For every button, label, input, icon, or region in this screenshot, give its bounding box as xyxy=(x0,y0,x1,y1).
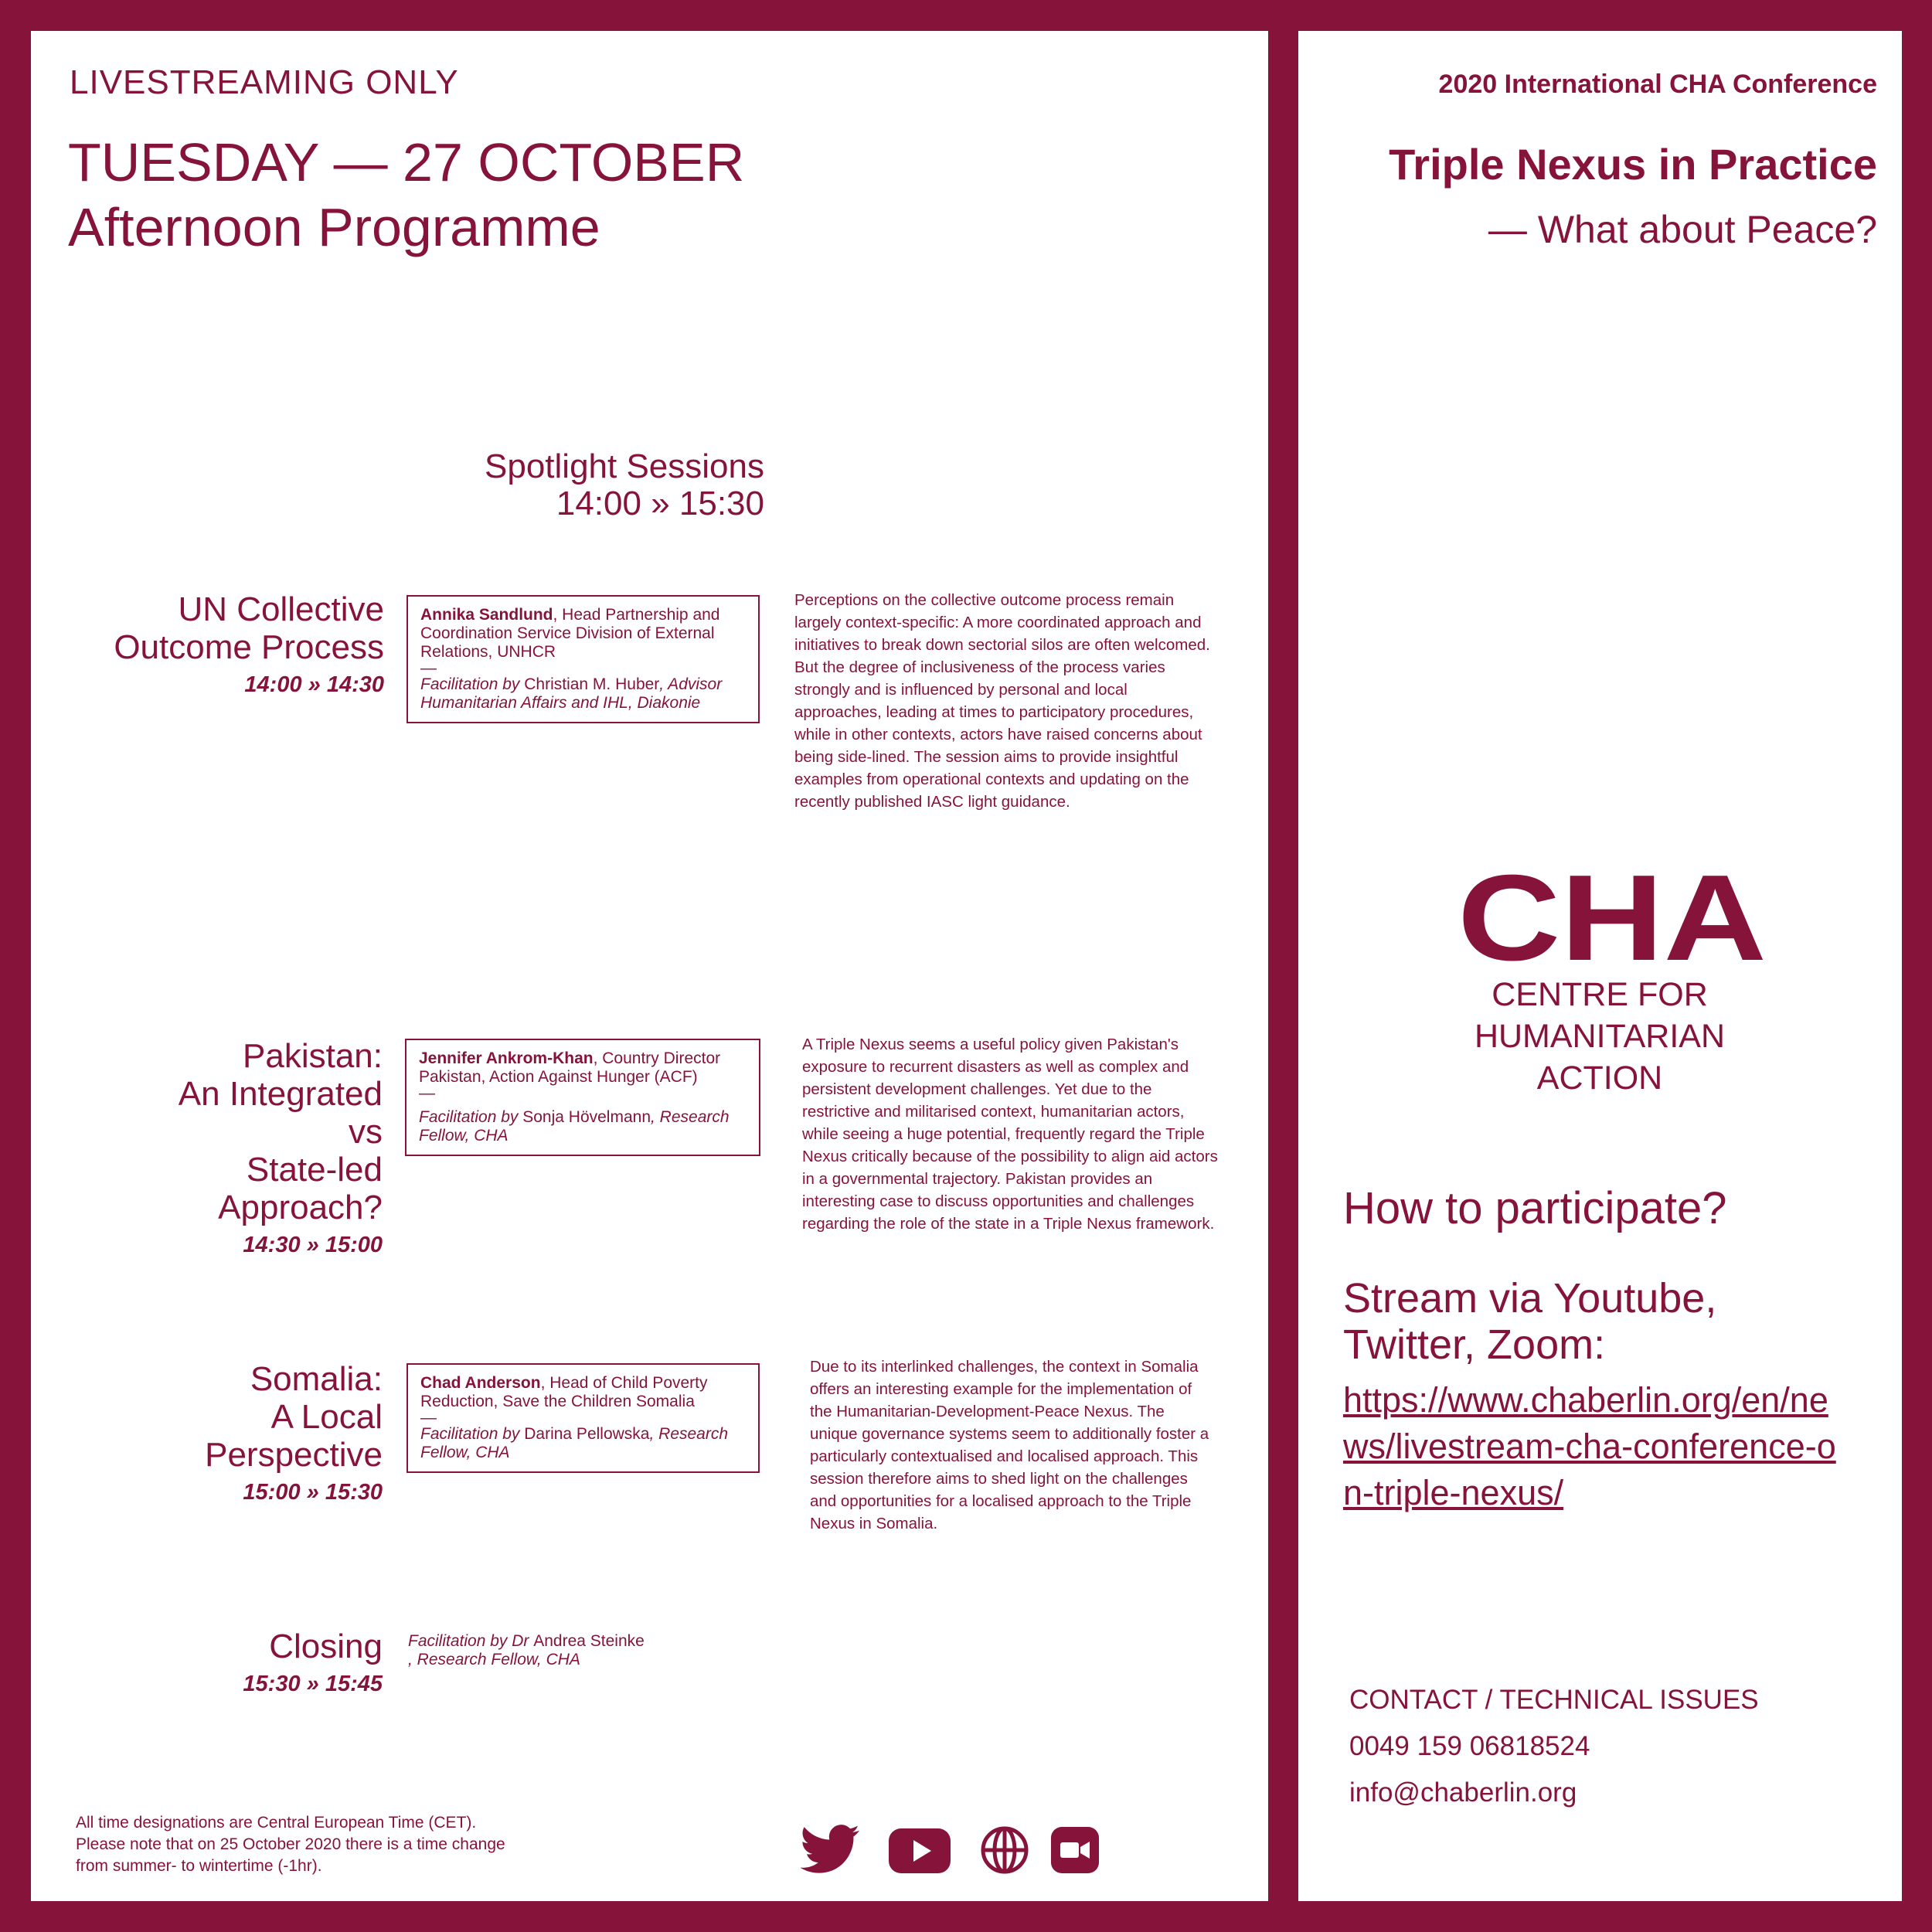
stream-line: Stream via Youtube, xyxy=(1343,1275,1717,1321)
closing-facilitation xyxy=(408,1632,645,1669)
facilitator-role: , Research Fellow, CHA xyxy=(419,1108,730,1145)
facilitator-role: , Research Fellow, CHA xyxy=(408,1651,580,1668)
facilitator-role: , Advisor Humanitarian Affairs and IHL, Diakonie xyxy=(420,675,723,712)
video-camera-icon[interactable] xyxy=(1049,1822,1100,1878)
programme-title: Afternoon Programme xyxy=(68,197,600,257)
org-line: ACTION xyxy=(1536,1060,1663,1097)
contact-phone[interactable]: 0049 159 06818524 xyxy=(1349,1731,1590,1761)
facilitator-name: Sonja Hövelmann xyxy=(522,1108,651,1126)
conference-subtitle: — What about Peace? xyxy=(1488,208,1877,251)
time-footnote xyxy=(76,1812,505,1877)
facilitation-label: Facilitation by xyxy=(419,1108,523,1126)
conference-theme: Triple Nexus in Practice xyxy=(1389,140,1877,189)
youtube-icon[interactable] xyxy=(887,1822,952,1878)
session-title-line: A Local xyxy=(270,1398,383,1436)
divider: — xyxy=(420,659,437,677)
divider: — xyxy=(419,1084,435,1102)
livestream-label: LIVESTREAMING ONLY xyxy=(70,63,459,101)
session-title-line: An Integrated xyxy=(178,1075,383,1113)
spotlight-title: Spotlight Sessions xyxy=(485,447,764,485)
speaker-role: , Head of Child Poverty Reduction, Save the Children Somalia xyxy=(420,1374,708,1410)
programme-panel xyxy=(31,31,1268,1901)
session-description: Perceptions on the collective outcome process remain largely context-specific: A more coordinated approach and initiatives to break down sectorial silos are often welcomed. But the degree of inclusiveness of the process varies strongly and is influenced by personal and local approaches, leading at times to participatory procedures, while in other contexts, actors have raised concerns about being side-lined. The session aims to provide insightful examples from operational contexts and updating on the recently published IASC light guidance. xyxy=(794,591,1210,811)
footnote-line: from summer- to wintertime (-1hr). xyxy=(76,1857,322,1875)
speaker-name: Annika Sandlund xyxy=(420,606,553,624)
cha-logo xyxy=(1458,866,1767,966)
globe-icon[interactable] xyxy=(977,1822,1032,1878)
facilitation-label: Facilitation by Dr xyxy=(408,1632,534,1650)
facilitator-name: Darina Pellowska xyxy=(524,1425,650,1443)
speaker-role: , Head Partnership and Coordination Service Division of External Relations, UNHCR xyxy=(420,606,720,661)
stream-info xyxy=(1343,1275,1716,1368)
session-time: 14:30 » 15:00 xyxy=(243,1233,383,1257)
speaker-name: Jennifer Ankrom-Khan xyxy=(419,1049,594,1067)
session-title-somalia xyxy=(205,1360,383,1508)
closing-title xyxy=(243,1628,383,1699)
conference-title: 2020 International CHA Conference xyxy=(1438,70,1877,99)
speaker-box xyxy=(405,1039,760,1156)
org-line: HUMANITARIAN xyxy=(1474,1018,1726,1055)
facilitator-role: , Research Fellow, CHA xyxy=(420,1425,729,1461)
session-description: A Triple Nexus seems a useful policy given Pakistan's exposure to recurrent disasters as well as complex and persistent development challenges. Yet due to the restrictive and militarised context, humanitarian actors, while seeing a huge potential, frequently regard the Triple Nexus critically because of the possibility to align aid actors in a governmental trajectory. Pakistan provides an interesting case to discuss opportunities and challenges regarding the role of the state in a Triple Nexus framework. xyxy=(802,1036,1218,1233)
info-panel xyxy=(1298,31,1902,1901)
livestream-link[interactable]: https://www.chaberlin.org/en/news/livestream-cha-conference-on-triple-nexus/ xyxy=(1343,1380,1836,1512)
session-title-un xyxy=(114,590,384,700)
speaker-box xyxy=(406,1363,760,1473)
contact-email[interactable]: info@chaberlin.org xyxy=(1349,1777,1577,1808)
speaker-role: , Country Director Pakistan, Action Against Hunger (ACF) xyxy=(419,1049,721,1086)
twitter-icon[interactable] xyxy=(801,1822,861,1878)
session-title-line: Pakistan: xyxy=(243,1037,383,1075)
session-title-line: Somalia: xyxy=(250,1360,383,1398)
programme-heading xyxy=(68,130,744,260)
org-line: CENTRE FOR xyxy=(1492,976,1708,1013)
facilitation-label: Facilitation by xyxy=(420,1425,525,1443)
session-time: 15:00 » 15:30 xyxy=(243,1480,383,1505)
contact-title: CONTACT / TECHNICAL ISSUES xyxy=(1349,1685,1759,1715)
session-title-line: UN Collective xyxy=(178,590,384,628)
stream-line: Twitter, Zoom: xyxy=(1343,1321,1606,1368)
divider: — xyxy=(420,1409,437,1427)
session-title-line: Perspective xyxy=(205,1436,383,1474)
session-title-line: Approach? xyxy=(218,1189,383,1226)
facilitator-name: Andrea Steinke xyxy=(533,1632,645,1650)
organisation-name xyxy=(1422,974,1777,1099)
spotlight-heading xyxy=(485,448,764,522)
contact-block xyxy=(1349,1677,1759,1816)
session-title-line: State-led xyxy=(246,1151,383,1189)
facilitator-name: Christian M. Huber xyxy=(524,675,660,693)
session-description: Due to its interlinked challenges, the context in Somalia offers an interesting example for the implementation of the Humanitarian-Development-Peace Nexus. The unique governance systems seem to additionally foster a particularly contextualised and localised approach. This session therefore aims to shed light on the challenges and opportunities for a localised approach to the Triple Nexus in Somalia. xyxy=(810,1358,1209,1532)
speaker-name: Chad Anderson xyxy=(420,1374,541,1392)
spotlight-time: 14:00 » 15:30 xyxy=(556,485,764,522)
day-title: TUESDAY — 27 OCTOBER xyxy=(68,132,745,192)
logo-text: CHA xyxy=(1458,866,1767,966)
session-title-pakistan xyxy=(179,1037,383,1260)
session-title-line: vs xyxy=(349,1113,383,1151)
session-time: 14:00 » 14:30 xyxy=(244,672,384,697)
footnote-line: Please note that on 25 October 2020 there is a time change xyxy=(76,1835,505,1853)
footnote-line: All time designations are Central European Time (CET). xyxy=(76,1814,477,1832)
session-title-line: Outcome Process xyxy=(114,628,384,666)
facilitation-label: Facilitation by xyxy=(420,675,525,693)
speaker-box xyxy=(406,595,760,723)
participate-heading: How to participate? xyxy=(1343,1183,1727,1233)
session-time: 15:30 » 15:45 xyxy=(243,1672,383,1696)
closing-title-text: Closing xyxy=(269,1628,383,1665)
